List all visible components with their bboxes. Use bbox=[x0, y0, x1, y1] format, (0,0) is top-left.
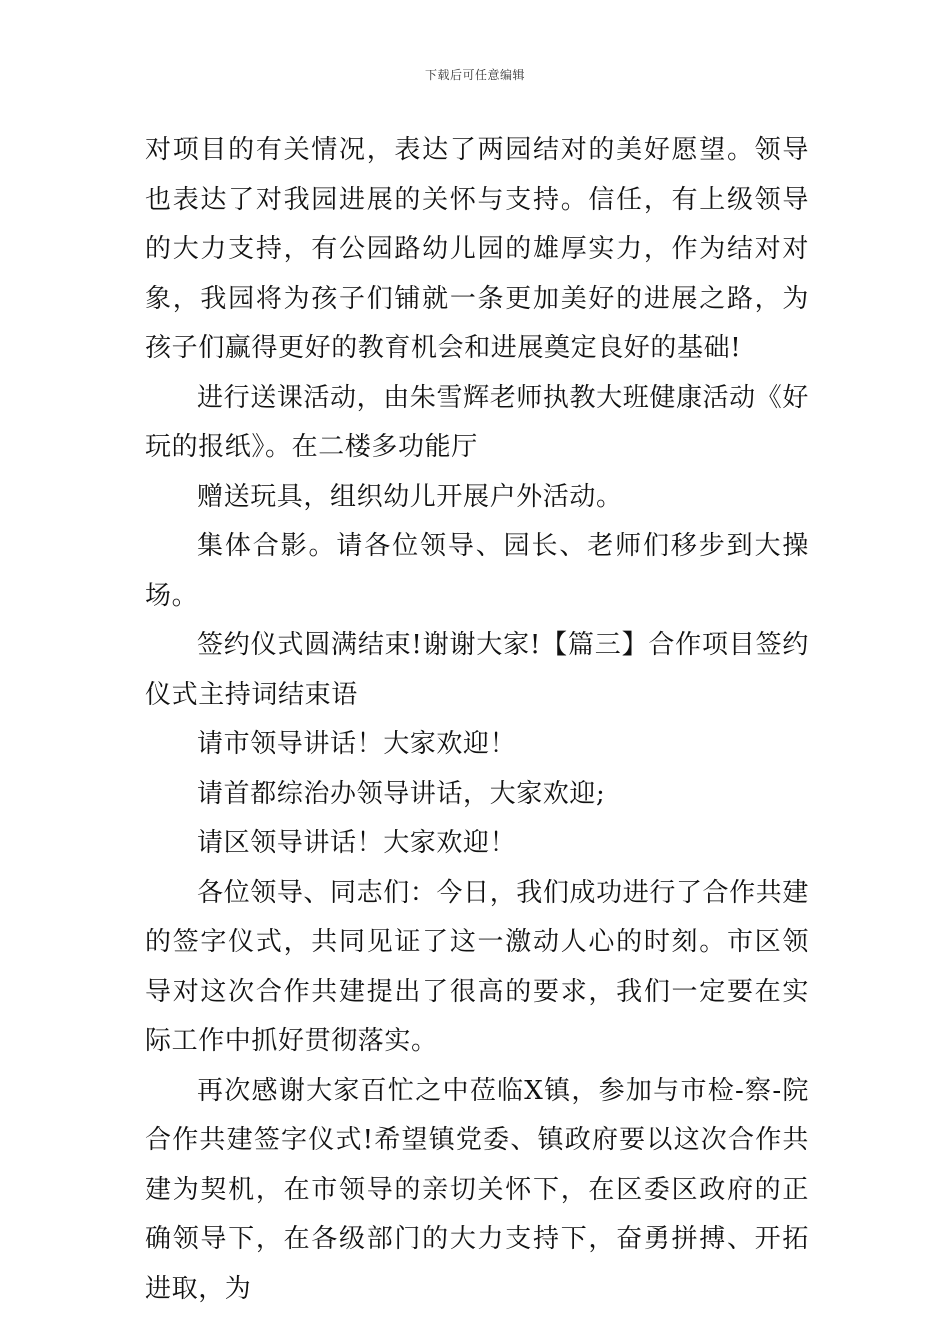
paragraph-5: 签约仪式圆满结束!谢谢大家!【篇三】合作项目签约仪式主持词结束语 bbox=[145, 630, 810, 710]
paragraph-2: 进行送课活动，由朱雪辉老师执教大班健康活动《好玩的报纸》。在二楼多功能厅 bbox=[145, 382, 809, 462]
paragraph-3: 赠送玩具，组织幼儿开展户外活动。 bbox=[197, 481, 623, 512]
document-body bbox=[145, 126, 809, 1314]
paragraph-1: 对项目的有关情况，表达了两园结对的美好愿望。领导也表达了对我园进展的关怀与支持。信任，有上级领导的大力支持，有公园路幼儿园的雄厚实力，作为结对对象，我园将为孩子们铺就一条更加美好的进展之路，为孩子们赢得更好的教育机会和进展奠定良好的基础! bbox=[145, 135, 809, 363]
header-note: 下载后可任意编辑 bbox=[424, 68, 525, 82]
paragraph-6: 请市领导讲话！大家欢迎！ bbox=[197, 729, 517, 759]
paragraph-10: 再次感谢大家百忙之中莅临X镇，参加与市检-察-院合作共建签字仪式!希望镇党委、镇政府要以这次合作共建为契机，在市领导的亲切关怀下，在区委区政府的正确领导下，在各级部门的大力支持下，奋勇拼搏、开拓进取，为 bbox=[145, 1075, 809, 1304]
paragraph-8: 请区领导讲话！大家欢迎！ bbox=[197, 828, 517, 858]
paragraph-7: 请首都综治办领导讲话，大家欢迎; bbox=[197, 778, 606, 809]
paragraph-4: 集体合影。请各位领导、园长、老师们移步到大操场。 bbox=[145, 531, 809, 611]
paragraph-9: 各位领导、同志们：今日，我们成功进行了合作共建的签字仪式，共同见证了这一激动人心的时刻。市区领导对这次合作共建提出了很高的要求，我们一定要在实际工作中抓好贯彻落实。 bbox=[145, 877, 809, 1056]
